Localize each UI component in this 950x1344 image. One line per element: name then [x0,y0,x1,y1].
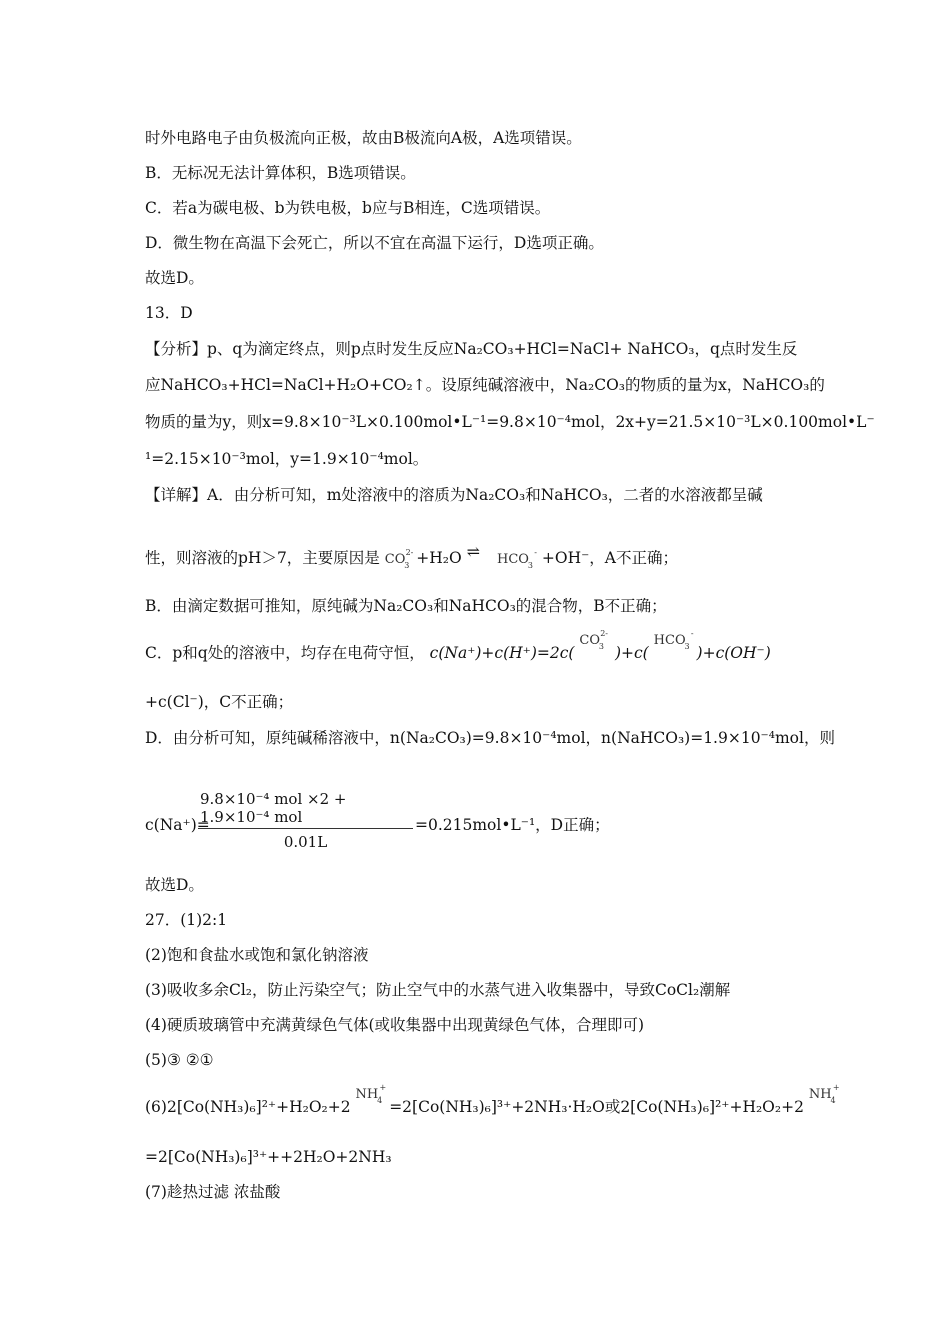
bicarbonate-ion: HCO - 3 [653,629,694,651]
fraction-expression [198,790,413,851]
detail-line: 【详解】A．由分析可知，m处溶液中的溶质为Na₂CO₃和NaHCO₃，二者的水溶液都呈碱 [145,486,763,504]
equation-span: )+c( [614,644,649,662]
analysis-line: ¹=2.15×10⁻³mol，y=1.9×10⁻⁴mol。 [145,450,429,468]
text-span: 性，则溶液的pH＞7，主要原因是 [145,549,380,567]
text-span: (6)2[Co(NH₃)₆]²⁺+H₂O₂+2 [145,1098,351,1116]
equation-span: c(Na⁺)+c(H⁺)=2c( [429,644,575,662]
text-line: 故选D。 [145,269,204,287]
question-27-part: (7)趁热过滤 浓盐酸 [145,1183,281,1201]
fraction-bar [198,828,413,829]
ammonium-ion: NH + 4 [355,1083,387,1105]
fraction-numerator: 9.8×10⁻⁴ mol ×2 + 1.9×10⁻⁴ mol [200,790,347,826]
question-27-part: 27．(1)2:1 [145,911,228,929]
carbonate-ion: CO 2- 3 [579,629,609,651]
equation-span: )+c(OH⁻) [696,644,771,662]
analysis-line: 【分析】p、q为滴定终点，则p点时发生反应Na₂CO₃+HCl=NaCl+ NaHCO₃，q点时发生反 [145,340,798,358]
question-27-part: (3)吸收多余Cl₂，防止污染空气；防止空气中的水蒸气进入收集器中，导致CoCl₂潮解 [145,981,731,999]
detail-line: B．由滴定数据可推知，原纯碱为Na₂CO₃和NaHCO₃的混合物，B不正确； [145,597,667,615]
text-line: D．微生物在高温下会死亡，所以不宜在高温下运行，D选项正确。 [145,234,604,252]
text-span: +H₂O [416,549,462,567]
fraction-denominator: 0.01L [283,833,328,851]
detail-line-equation [145,629,771,665]
question-27-part-equation [145,1083,840,1119]
text-line: 时外电路电子由负极流向正极，故由B极流向A极，A选项错误。 [145,129,582,147]
question-27-part: (5)③ ②① [145,1051,214,1069]
conclusion-line: 故选D。 [145,876,204,894]
equilibrium-arrow-icon: ⇌ [466,542,481,561]
analysis-line: 物质的量为y，则x=9.8×10⁻³L×0.100mol•L⁻¹=9.8×10⁻⁴mol，2x+y=21.5×10⁻³L×0.100mol•L⁻ [145,413,875,431]
question-27-part: (4)硬质玻璃管中充满黄绿色气体(或收集器中出现黄绿色气体，合理即可) [145,1016,645,1034]
question-27-part: (2)饱和食盐水或饱和氯化钠溶液 [145,946,369,964]
text-span: =2[Co(NH₃)₆]³⁺+2NH₃·H₂O或2[Co(NH₃)₆]²⁺+H₂O₂+2 [389,1098,804,1116]
ammonium-ion: NH + 4 [808,1083,840,1105]
text-span: +OH⁻，A不正确； [541,549,678,567]
bicarbonate-ion: HCO - 3 [497,548,537,570]
detail-line-equation [145,542,678,570]
question-number: 13．D [145,304,193,322]
detail-line: +c(Cl⁻)，C不正确； [145,693,294,711]
detail-line: D．由分析可知，原纯碱稀溶液中，n(Na₂CO₃)=9.8×10⁻⁴mol，n(NaHCO₃)=1.9×10⁻⁴mol，则 [145,729,835,747]
text-span: C．p和q处的溶液中，均存在电荷守恒， [145,644,425,662]
analysis-line: 应NaHCO₃+HCl=NaCl+H₂O+CO₂↑。设原纯碱溶液中，Na₂CO₃的物质的量为x，NaHCO₃的 [145,376,825,394]
carbonate-ion: CO 2- 3 [384,548,414,570]
detail-line: =0.215mol•L⁻¹，D正确； [415,816,610,834]
text-line: B．无标况无法计算体积，B选项错误。 [145,164,416,182]
text-line: C．若a为碳电极、b为铁电极，b应与B相连，C选项错误。 [145,199,551,217]
question-27-part: =2[Co(NH₃)₆]³⁺++2H₂O+2NH₃ [145,1148,392,1166]
sodium-concentration-label: c(Na⁺)= [145,816,210,834]
